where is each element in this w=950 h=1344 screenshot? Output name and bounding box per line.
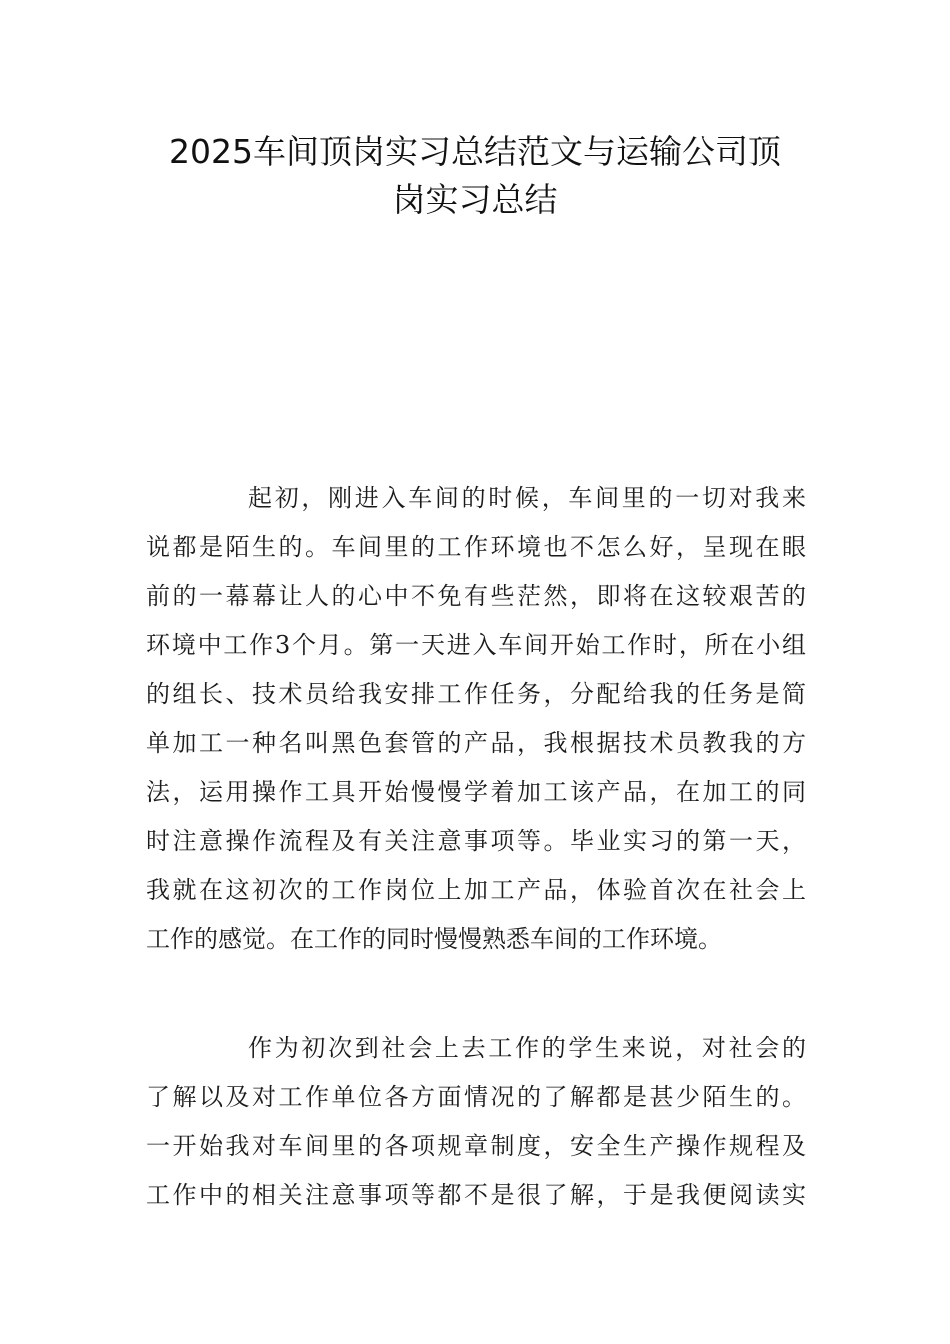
paragraph-line: 前的一幕幕让人的心中不免有些茫然，即将在这较艰苦的	[146, 582, 806, 610]
paragraph-line: 时注意操作流程及有关注意事项等。毕业实习的第一天，	[146, 827, 806, 855]
paragraph-line: 一开始我对车间里的各项规章制度，安全生产操作规程及	[146, 1132, 806, 1160]
paragraph-line: 的组长、技术员给我安排工作任务，分配给我的任务是简	[146, 680, 806, 708]
paragraph-line: 起初，刚进入车间的时候，车间里的一切对我来	[248, 484, 806, 512]
body-paragraph-2	[146, 1024, 806, 1220]
document-title	[110, 128, 840, 224]
paragraph-line: 工作中的相关注意事项等都不是很了解，于是我便阅读实	[146, 1181, 806, 1209]
paragraph-line: 单加工一种名叫黑色套管的产品，我根据技术员教我的方	[146, 729, 806, 757]
title-line: 2025车间顶岗实习总结范文与运输公司顶	[169, 132, 781, 171]
title-line: 岗实习总结	[392, 180, 558, 219]
paragraph-line: 了解以及对工作单位各方面情况的了解都是甚少陌生的。	[146, 1083, 806, 1111]
paragraph-line: 作为初次到社会上去工作的学生来说，对社会的	[248, 1034, 806, 1062]
paragraph-line: 环境中工作3个月。第一天进入车间开始工作时，所在小组	[146, 631, 806, 659]
paragraph-line: 我就在这初次的工作岗位上加工产品，体验首次在社会上	[146, 876, 806, 904]
paragraph-line: 法，运用操作工具开始慢慢学着加工该产品，在加工的同	[146, 778, 806, 806]
body-paragraph-1	[146, 474, 806, 964]
paragraph-line: 说都是陌生的。车间里的工作环境也不怎么好，呈现在眼	[146, 533, 806, 561]
paragraph-line: 工作的感觉。在工作的同时慢慢熟悉车间的工作环境。	[146, 925, 722, 953]
